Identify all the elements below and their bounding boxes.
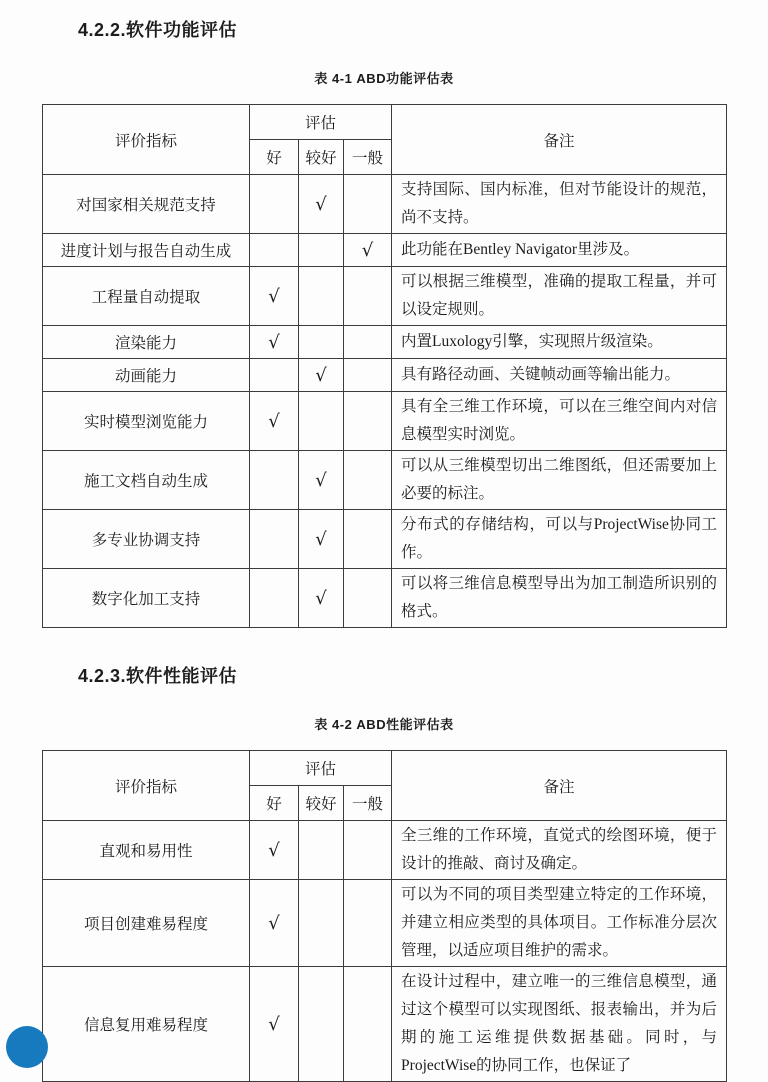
table-row [43,326,727,359]
header-good: 好 [250,786,299,821]
good-mark-cell: √ [250,821,299,880]
good-mark-cell [250,175,299,234]
header-remark: 备注 [392,751,727,821]
indicator-cell: 对国家相关规范支持 [43,175,250,234]
better-mark-cell: √ [299,175,344,234]
header-better: 较好 [299,140,344,175]
header-evaluation: 评估 [250,751,392,786]
table-body [43,821,727,1082]
header-indicator: 评价指标 [43,751,250,821]
section-heading-423: 4.2.3.软件性能评估 [78,666,238,686]
good-mark-cell: √ [250,267,299,326]
general-mark-cell [344,175,392,234]
remark-cell: 在设计过程中，建立唯一的三维信息模型，通过这个模型可以实现图纸、报表输出，并为后期的施工运维提供数据基础。同时，与ProjectWise的协同工作，也保证了 [392,967,727,1082]
remark-cell: 内置Luxology引擎，实现照片级渲染。 [392,326,727,359]
table-row [43,510,727,569]
better-mark-cell [299,967,344,1082]
general-mark-cell [344,880,392,967]
general-mark-cell: √ [344,234,392,267]
remark-cell: 可以为不同的项目类型建立特定的工作环境，并建立相应类型的具体项目。工作标准分层次管理，以适应项目维护的需求。 [392,880,727,967]
general-mark-cell [344,510,392,569]
better-mark-cell [299,326,344,359]
better-mark-cell [299,880,344,967]
table-row [43,175,727,234]
table-body [43,175,727,628]
better-mark-cell: √ [299,451,344,510]
better-mark-cell [299,267,344,326]
table-row [43,451,727,510]
table-row [43,234,727,267]
better-mark-cell: √ [299,359,344,392]
table-row [43,267,727,326]
good-mark-cell: √ [250,880,299,967]
good-mark-cell: √ [250,967,299,1082]
remark-cell: 可以根据三维模型，准确的提取工程量，并可以设定规则。 [392,267,727,326]
general-mark-cell [344,267,392,326]
table-row [43,569,727,628]
indicator-cell: 实时模型浏览能力 [43,392,250,451]
good-mark-cell [250,359,299,392]
table-row [43,359,727,392]
table-head [43,105,727,175]
indicator-cell: 动画能力 [43,359,250,392]
better-mark-cell: √ [299,569,344,628]
header-indicator: 评价指标 [43,105,250,175]
indicator-cell: 进度计划与报告自动生成 [43,234,250,267]
better-mark-cell: √ [299,510,344,569]
indicator-cell: 直观和易用性 [43,821,250,880]
header-good: 好 [250,140,299,175]
header-evaluation: 评估 [250,105,392,140]
good-mark-cell [250,569,299,628]
general-mark-cell [344,359,392,392]
general-mark-cell [344,392,392,451]
general-mark-cell [344,326,392,359]
remark-cell: 支持国际、国内标准，但对节能设计的规范，尚不支持。 [392,175,727,234]
general-mark-cell [344,569,392,628]
remark-cell: 分布式的存储结构，可以与ProjectWise协同工作。 [392,510,727,569]
indicator-cell: 多专业协调支持 [43,510,250,569]
indicator-cell: 工程量自动提取 [43,267,250,326]
table-row [43,821,727,880]
better-mark-cell [299,392,344,451]
header-general: 一般 [344,786,392,821]
performance-evaluation-table [42,750,727,1082]
table-row [43,967,727,1082]
good-mark-cell [250,510,299,569]
good-mark-cell: √ [250,326,299,359]
table-row [43,392,727,451]
better-mark-cell [299,234,344,267]
table-caption-4-1: 表 4-1 ABD功能评估表 [314,71,454,86]
indicator-cell: 信息复用难易程度 [43,967,250,1082]
good-mark-cell: √ [250,392,299,451]
indicator-cell: 施工文档自动生成 [43,451,250,510]
good-mark-cell [250,234,299,267]
remark-cell: 具有路径动画、关键帧动画等输出能力。 [392,359,727,392]
header-better: 较好 [299,786,344,821]
general-mark-cell [344,821,392,880]
general-mark-cell [344,967,392,1082]
header-remark: 备注 [392,105,727,175]
section-heading-422: 4.2.2.软件功能评估 [78,20,238,40]
function-evaluation-table [42,104,727,628]
good-mark-cell [250,451,299,510]
page-number-badge [6,1026,48,1068]
indicator-cell: 渲染能力 [43,326,250,359]
indicator-cell: 数字化加工支持 [43,569,250,628]
header-general: 一般 [344,140,392,175]
remark-cell: 此功能在Bentley Navigator里涉及。 [392,234,727,267]
table-head [43,751,727,821]
indicator-cell: 项目创建难易程度 [43,880,250,967]
remark-cell: 全三维的工作环境，直觉式的绘图环境，便于设计的推敲、商讨及确定。 [392,821,727,880]
remark-cell: 可以将三维信息模型导出为加工制造所识别的格式。 [392,569,727,628]
table-row [43,880,727,967]
general-mark-cell [344,451,392,510]
table-caption-4-2: 表 4-2 ABD性能评估表 [314,717,454,732]
better-mark-cell [299,821,344,880]
remark-cell: 具有全三维工作环境，可以在三维空间内对信息模型实时浏览。 [392,392,727,451]
remark-cell: 可以从三维模型切出二维图纸，但还需要加上必要的标注。 [392,451,727,510]
